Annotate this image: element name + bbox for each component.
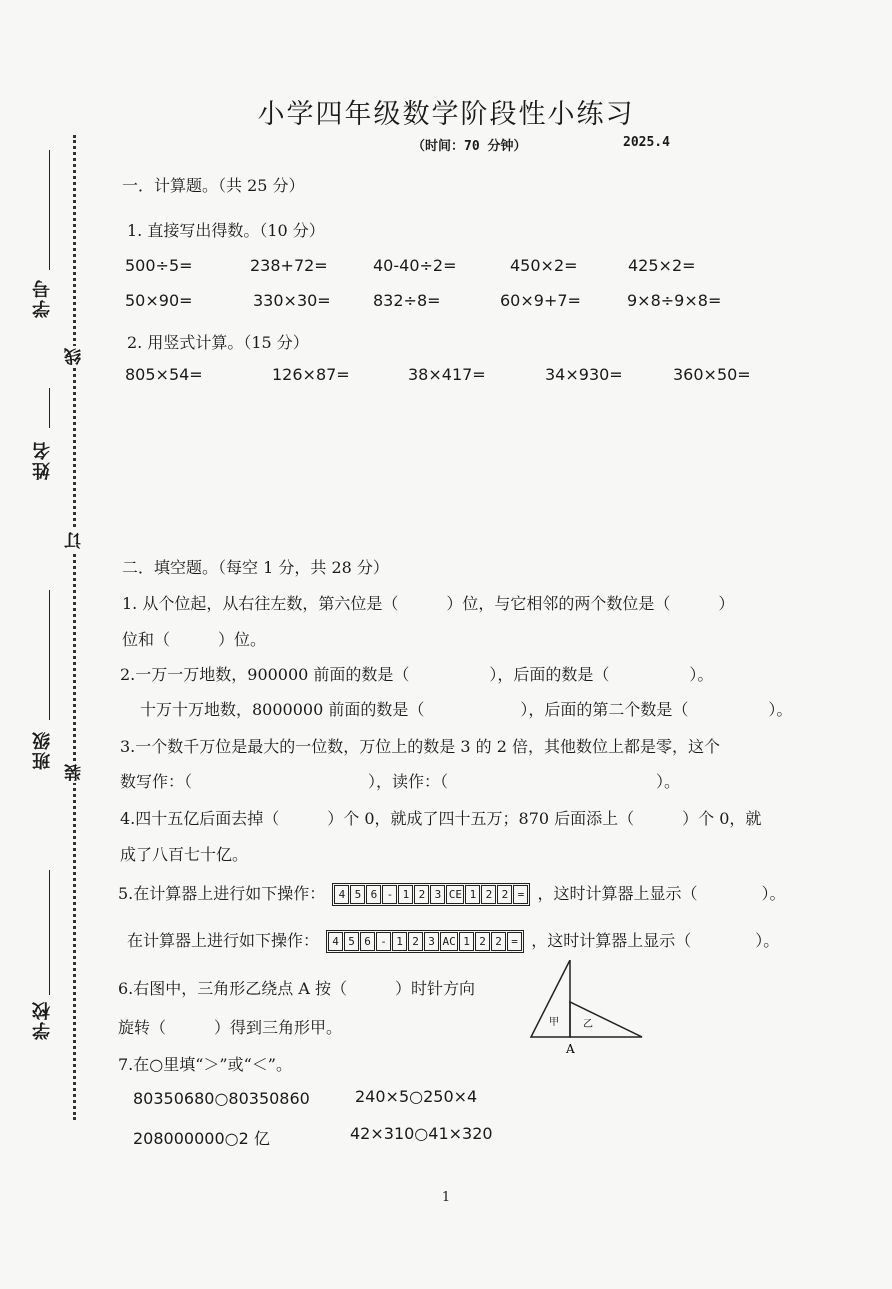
calc-key: -	[376, 932, 391, 951]
label-jia: 甲	[549, 1017, 559, 1028]
calc-key: 2	[481, 885, 496, 904]
page-number: 1	[441, 1190, 451, 1205]
calc-key: 4	[328, 932, 343, 951]
name-label: 姓名	[32, 440, 53, 480]
calc-key: 2	[408, 932, 423, 951]
mental-calc-1: 500÷5=	[125, 256, 193, 275]
q2-line1: 2.一万一万地数，900000 前面的数是（ ），后面的数是（ ）。	[120, 665, 714, 684]
calc-key: 6	[360, 932, 375, 951]
mental-calc-3: 40-40÷2=	[373, 256, 457, 275]
q5-line2	[127, 928, 779, 953]
calc-key: -	[382, 885, 397, 904]
binding-dotted-line	[73, 135, 76, 1120]
student-id-label: 学号	[32, 278, 53, 318]
q2-line2: 十万十万地数，8000000 前面的数是（ ），后面的第二个数是（ ）。	[140, 700, 793, 719]
q7-item-2: 240×5○250×4	[355, 1087, 478, 1106]
mental-calc-4: 450×2=	[510, 256, 578, 275]
calc-key: 1	[465, 885, 480, 904]
q1-line1: 1. 从个位起，从右往左数，第六位是（ ）位，与它相邻的两个数位是（ ）	[122, 594, 735, 613]
binding-word-xian: 线	[62, 346, 87, 367]
calc-key: 1	[398, 885, 413, 904]
rotation-triangle-figure	[525, 960, 650, 1060]
mental-calc-7: 330×30=	[253, 291, 331, 310]
vertical-calc-4: 34×930=	[545, 365, 623, 384]
calc-key: 5	[350, 885, 365, 904]
label-point-a: A	[566, 1042, 575, 1056]
q5-prefix1: 5.在计算器上进行如下操作：	[118, 884, 326, 903]
calc-key: CE	[446, 885, 464, 904]
calc-key: =	[507, 932, 522, 951]
calc-key: 2	[475, 932, 490, 951]
vertical-calc-3: 38×417=	[408, 365, 486, 384]
vertical-calc-5: 360×50=	[673, 365, 751, 384]
calc-key: =	[513, 885, 528, 904]
calc-key: 5	[344, 932, 359, 951]
section2-heading: 二．填空题。（每空 1 分，共 28 分）	[122, 558, 389, 577]
calculator-keys-1	[332, 883, 530, 906]
exam-date: 2025.4	[623, 135, 670, 150]
q5-line1	[118, 881, 785, 906]
q7-item-4: 42×310○41×320	[350, 1124, 493, 1143]
calc-key: 2	[414, 885, 429, 904]
vertical-calc-1: 805×54=	[125, 365, 203, 384]
part2-heading: 2. 用竖式计算。（15 分）	[127, 333, 309, 352]
page-title: 小学四年级数学阶段性小练习	[257, 99, 635, 130]
mental-calc-5: 425×2=	[628, 256, 696, 275]
vertical-calc-2: 126×87=	[272, 365, 350, 384]
section1-heading: 一．计算题。（共 25 分）	[122, 176, 305, 195]
calc-key: 3	[424, 932, 439, 951]
school-blank[interactable]	[49, 870, 50, 995]
calc-key: 6	[366, 885, 381, 904]
name-blank[interactable]	[49, 388, 50, 428]
part1-heading: 1. 直接写出得数。（10 分）	[127, 221, 325, 240]
q7-item-1: 80350680○80350860	[133, 1089, 310, 1108]
q5-suffix1: ，这时计算器上显示（ ）。	[537, 884, 786, 903]
mental-calc-6: 50×90=	[125, 291, 193, 310]
q6-line1: 6.右图中，三角形乙绕点 A 按（ ）时针方向	[118, 979, 475, 998]
time-limit: （时间：70 分钟）	[412, 139, 527, 154]
binding-word-zhuang: 装	[62, 762, 87, 783]
calculator-keys-2	[326, 930, 524, 953]
q5-prefix2: 在计算器上进行如下操作：	[127, 931, 320, 950]
q6-line2: 旋转（ ）得到三角形甲。	[118, 1018, 343, 1037]
school-label: 学校	[32, 1000, 53, 1040]
calc-key: 1	[459, 932, 474, 951]
binding-word-ding: 订	[62, 530, 87, 551]
calc-key: 2	[497, 885, 512, 904]
student-id-blank[interactable]	[49, 150, 50, 270]
q4-line2: 成了八百七十亿。	[120, 845, 249, 864]
q7-heading: 7.在○里填“＞”或“＜”。	[118, 1055, 292, 1074]
calc-key: 2	[491, 932, 506, 951]
q3-line1: 3.一个数千万位是最大的一位数，万位上的数是 3 的 2 倍，其他数位上都是零，这个	[120, 737, 720, 756]
calc-key: AC	[440, 932, 458, 951]
label-yi: 乙	[583, 1019, 593, 1030]
mental-calc-8: 832÷8=	[373, 291, 441, 310]
q4-line1: 4.四十五亿后面去掉（ ）个 0，就成了四十五万；870 后面添上（ ）个 0，就	[120, 809, 762, 828]
q5-suffix2: ，这时计算器上显示（ ）。	[531, 931, 780, 950]
class-blank[interactable]	[49, 590, 50, 720]
class-label: 班级	[32, 730, 53, 770]
calc-key: 3	[430, 885, 445, 904]
calc-key: 1	[392, 932, 407, 951]
mental-calc-9: 60×9+7=	[500, 291, 581, 310]
mental-calc-2: 238+72=	[250, 256, 328, 275]
q3-line2: 数写作：（ ），读作：（ ）。	[120, 772, 681, 791]
q1-line2: 位和（ ）位。	[122, 630, 267, 649]
triangle-yi	[570, 1002, 642, 1037]
mental-calc-10: 9×8÷9×8=	[627, 291, 722, 310]
calc-key: 4	[334, 885, 349, 904]
q7-item-3: 208000000○2 亿	[133, 1129, 270, 1148]
